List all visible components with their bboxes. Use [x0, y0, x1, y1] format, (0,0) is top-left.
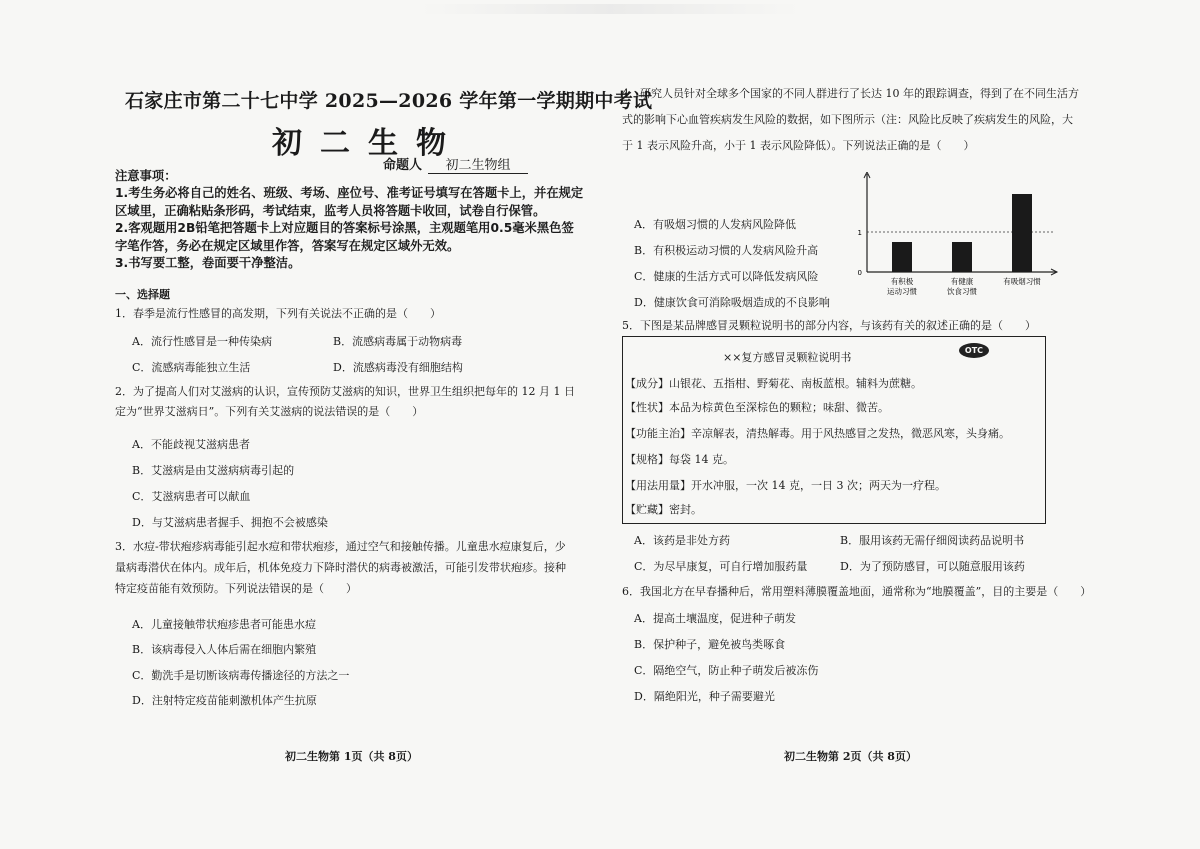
x-tick-label: 饮食习惯 — [947, 287, 977, 296]
bar-1 — [892, 242, 912, 272]
q4-option-c: C．健康的生活方式可以降低发病风险 — [634, 270, 819, 283]
q6-stem: 6．我国北方在早春播种后，常用塑料薄膜覆盖地面，通常称为“地膜覆盖”，目的主要是（ ） — [622, 585, 1092, 598]
drug-box-title: ××复方感冒灵颗粒说明书 — [723, 351, 852, 364]
q4-option-b: B．有积极运动习惯的人发病风险升高 — [634, 244, 819, 257]
q1-option-c: C．流感病毒能独立生活 — [132, 361, 251, 374]
drug-line: 【规格】每袋 14 克。 — [625, 453, 734, 466]
q6-option-c: C．隔绝空气，防止种子萌发后被冻伤 — [634, 664, 819, 677]
exam-title: 石家庄市第二十七中学 2025—2026 学年第一学期期中考试 — [125, 90, 653, 112]
drug-line: 【成分】山银花、五指柑、野菊花、南板蓝根。辅料为蔗糖。 — [625, 377, 922, 390]
q3-option-b: B．该病毒侵入人体后需在细胞内繁殖 — [132, 643, 317, 656]
subject-title: 初二生物 — [272, 126, 464, 161]
q5-option-b: B．服用该药无需仔细阅读药品说明书 — [840, 534, 1025, 547]
x-tick-label: 有吸烟习惯 — [1003, 277, 1041, 286]
y-tick-label: 1 — [857, 229, 862, 237]
q3-option-a: A．儿童接触带状疱疹患者可能患水痘 — [132, 618, 316, 631]
q3-option-d: D．注射特定疫苗能刺激机体产生抗原 — [132, 694, 317, 707]
q5-option-c: C．为尽早康复，可自行增加服药量 — [634, 560, 808, 573]
q6-option-d: D．隔绝阳光，种子需要避光 — [634, 690, 775, 703]
notes-section — [115, 168, 585, 272]
drug-line: 【贮藏】密封。 — [625, 503, 702, 516]
notes-item: 2.客观题用2B铅笔把答题卡上对应题目的答案标号涂黑，主观题笔用0.5毫米黑色签字笔作答，务必在规定区域里作答，答案写在规定区域外无效。 — [115, 221, 574, 253]
q1-option-a: A．流行性感冒是一种传染病 — [132, 335, 272, 348]
notes-heading: 注意事项： — [115, 169, 177, 183]
risk-ratio-chart — [851, 172, 1066, 304]
bar-3 — [1012, 194, 1032, 272]
q2-option-d: D．与艾滋病患者握手、拥抱不会被感染 — [132, 516, 328, 529]
q5-option-d: D．为了预防感冒，可以随意服用该药 — [840, 560, 1025, 573]
q2-stem: 2．为了提高人们对艾滋病的认识，宣传预防艾滋病的知识，世界卫生组织把每年的 12 月 1 日 — [115, 385, 575, 398]
drug-line: 【用法用量】开水冲服，一次 14 克，一日 3 次；两天为一疗程。 — [625, 479, 946, 492]
x-tick-label: 有积极 — [890, 277, 914, 286]
q5-stem: 5．下图是某品牌感冒灵颗粒说明书的部分内容，与该药有关的叙述正确的是（ ） — [622, 319, 1036, 332]
q1-stem: 1．春季是流行性感冒的高发期，下列有关说法不正确的是（ ） — [115, 307, 441, 320]
q6-option-b: B．保护种子，避免被鸟类啄食 — [634, 638, 786, 651]
notes-item: 3.书写要工整，卷面要干净整洁。 — [115, 256, 301, 271]
drug-line: 【性状】本品为棕黄色至深棕色的颗粒；味甜、微苦。 — [625, 401, 889, 414]
q4-option-d: D．健康饮食可消除吸烟造成的不良影响 — [634, 296, 830, 309]
q2-option-a: A．不能歧视艾滋病患者 — [132, 438, 250, 451]
author-label: 命题人 — [383, 158, 423, 173]
q4-stem: 式的影响下心血管疾病发生风险的数据，如下图所示（注：风险比反映了疾病发生的风险，大 — [622, 113, 1073, 126]
q4-stem: 4．研究人员针对全球多个国家的不同人群进行了长达 10 年的跟踪调查，得到了在不同生活方 — [622, 87, 1079, 100]
q3-stem: 特定疫苗能有效预防。下列说法错误的是（ ） — [115, 582, 357, 595]
q2-option-c: C．艾滋病患者可以献血 — [132, 490, 251, 503]
q3-stem: 3．水痘-带状疱疹病毒能引起水痘和带状疱疹，通过空气和接触传播。儿童患水痘康复后，少 — [115, 540, 566, 553]
q6-option-a: A．提高土壤温度，促进种子萌发 — [634, 612, 796, 625]
page-footer: 初二生物第 2页（共 8页） — [784, 750, 917, 763]
q3-stem: 量病毒潜伏在体内。成年后，机体免疫力下降时潜伏的病毒被激活，可能引发带状疱疹。接种 — [115, 561, 566, 574]
notes-item: 1.考生务必将自己的姓名、班级、考场、座位号、准考证号填写在答题卡上，并在规定区域里，正确粘贴条形码，考试结束，监考人员将答题卡收回，试卷自行保管。 — [115, 186, 584, 218]
author-value: 初二生物组 — [428, 154, 528, 174]
q3-option-c: C．勤洗手是切断该病毒传播途径的方法之一 — [132, 669, 350, 682]
otc-badge: OTC — [959, 343, 989, 358]
x-tick-label: 有健康 — [950, 277, 974, 286]
q4-stem: 于 1 表示风险升高，小于 1 表示风险降低）。下列说法正确的是（ ） — [622, 139, 975, 152]
x-tick-label: 运动习惯 — [887, 287, 917, 296]
drug-line: 【功能主治】辛凉解表，清热解毒。用于风热感冒之发热，微恶风寒，头身痛。 — [625, 427, 1010, 440]
q4-option-a: A．有吸烟习惯的人发病风险降低 — [634, 218, 796, 231]
y-tick-label: 0 — [857, 269, 862, 277]
bar-2 — [952, 242, 972, 272]
q2-stem: 定为“世界艾滋病日”。下列有关艾滋病的说法错误的是（ ） — [115, 405, 424, 418]
q1-option-d: D．流感病毒没有细胞结构 — [333, 361, 463, 374]
q1-option-b: B．流感病毒属于动物病毒 — [333, 335, 463, 348]
q2-option-b: B．艾滋病是由艾滋病病毒引起的 — [132, 464, 295, 477]
section-heading: 一、选择题 — [115, 288, 170, 301]
drug-instruction-box — [622, 336, 1046, 524]
page-footer: 初二生物第 1页（共 8页） — [285, 750, 418, 763]
q5-option-a: A．该药是非处方药 — [634, 534, 730, 547]
